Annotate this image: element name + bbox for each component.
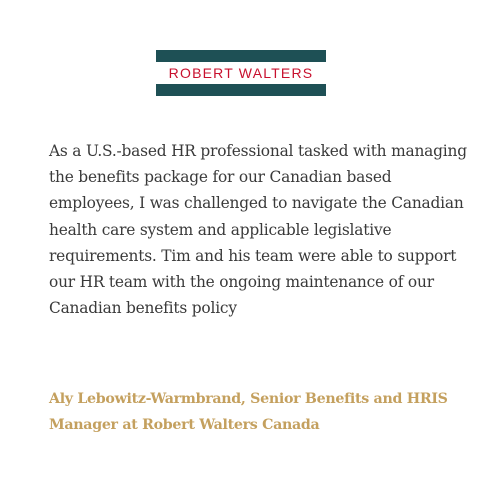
testimonial-attribution: Aly Lebowitz-Warmbrand, Senior Benefits and HRIS Manager at Robert Walters Canada <box>49 391 448 433</box>
logo-text: ROBERT WALTERS <box>168 65 314 81</box>
logo-bottom-bar <box>156 84 326 96</box>
company-logo <box>156 50 326 96</box>
testimonial-quote: As a U.S.-based HR professional tasked with managing the benefits package for our Canadian based employees, I was challenged to navigate the Canadian health care system and applicable legislative requirements. Tim and his team were able to support our HR team with the ongoing maintenance of our Canadian benefits policy <box>49 142 467 318</box>
logo-top-bar <box>156 50 326 62</box>
